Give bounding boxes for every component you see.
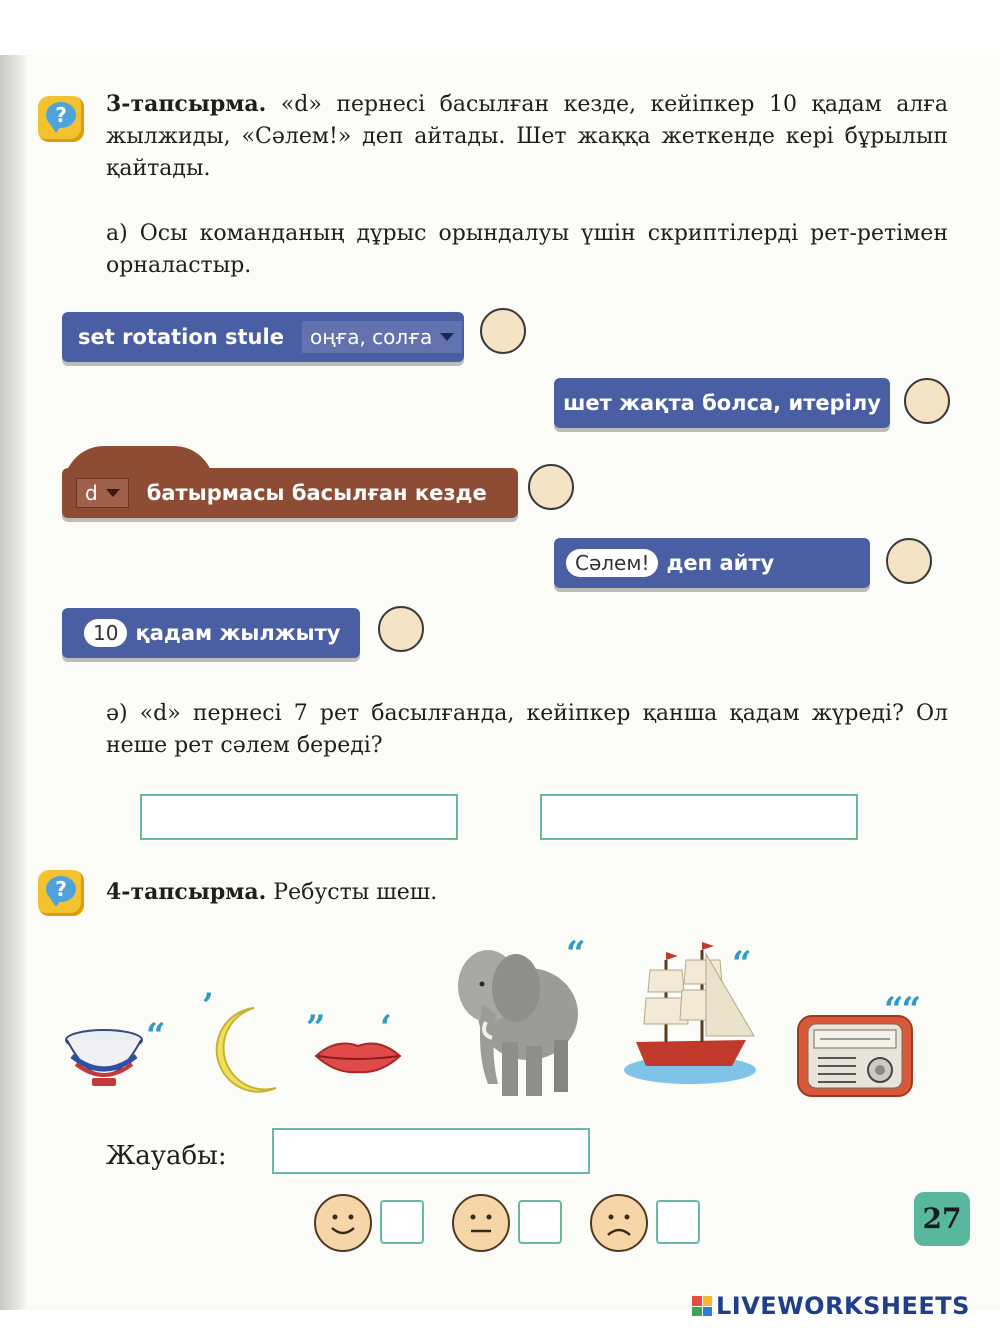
elephant-icon [436,934,582,1104]
order-circle-4[interactable] [886,538,932,584]
lips-icon [312,1036,404,1076]
order-circle-1[interactable] [480,308,526,354]
rebus-mark-elephant: “ [566,934,584,974]
happy-face-icon [314,1194,372,1252]
key-pressed-block[interactable] [62,468,518,518]
answer-label: Жауабы: [106,1141,227,1171]
neutral-checkbox[interactable] [518,1200,562,1244]
sad-checkbox[interactable] [656,1200,700,1244]
happy-checkbox[interactable] [380,1200,424,1244]
sad-face-icon [590,1194,648,1252]
brand-name: LIVEWORKSHEETS [716,1292,970,1320]
chevron-down-icon [106,489,120,497]
rebus-mark-bowl: “ [146,1016,164,1056]
rotation-style-block[interactable] [62,312,464,362]
steps-answer-input[interactable] [140,794,458,840]
neutral-face-icon [452,1194,510,1252]
rebus-mark-radio: ““ [884,990,920,1030]
task3-part-a: а) Осы команданың дұрыс орындалуы үшін скриптілерді рет-ретімен орналастыр. [106,221,948,278]
task3-part-ae: ә) «d» пернесі 7 рет басылғанда, кейіпкер қанша қадам жүреді? Ол неше рет сәлем береді? [106,701,948,758]
say-label: деп айту [666,551,775,575]
say-block[interactable] [554,538,870,588]
edge-bounce-label: шет жақта болса, итерілу [563,391,881,415]
move-steps-input[interactable]: 10 [84,619,127,647]
rebus-mark-ship: “ [732,944,750,984]
page-number: 27 [914,1192,970,1246]
rebus-mark-lips-left: ” [306,1008,324,1048]
order-circle-5[interactable] [378,606,424,652]
task3-paragraph [106,88,948,185]
task4-paragraph [106,876,706,909]
move-steps-label: қадам жылжыту [135,621,341,645]
rotation-style-dropdown[interactable]: оңға, солға [302,321,462,353]
chevron-down-icon [440,333,454,341]
rebus-mark-lips-right: ‘ [380,1008,390,1048]
page-edge-shadow [0,55,28,1310]
say-value-input[interactable]: Сәлем! [566,549,658,577]
logo-cube-icon [692,1296,712,1316]
bowl-icon [62,1026,146,1090]
task3-title: 3-тапсырма. [106,91,267,117]
question-bubble-icon: ? [38,96,84,142]
move-steps-block[interactable] [62,608,360,658]
rebus-answer-input[interactable] [272,1128,590,1174]
task3-text: «d» пернесі басылған кезде, кейіпкер 10 қадам алға жылжиды, «Сәлем!» деп айтады. Шет жаққа жеткенде кері бұрылып қайтады. [106,92,948,181]
task4-title: 4-тапсырма. [106,879,267,905]
rebus-mark-moon: ’ [202,986,212,1026]
task4-text: Ребусты шеш. [273,880,438,905]
question-bubble-icon: ? [38,870,84,916]
edge-bounce-block[interactable] [554,378,890,428]
liveworksheets-logo [692,1292,970,1320]
order-circle-3[interactable] [528,464,574,510]
key-dropdown[interactable]: d [76,478,129,508]
greetings-answer-input[interactable] [540,794,858,840]
key-pressed-label: батырмасы басылған кезде [146,481,487,505]
order-circle-2[interactable] [904,378,950,424]
rotation-style-label: set rotation stule [78,325,284,349]
